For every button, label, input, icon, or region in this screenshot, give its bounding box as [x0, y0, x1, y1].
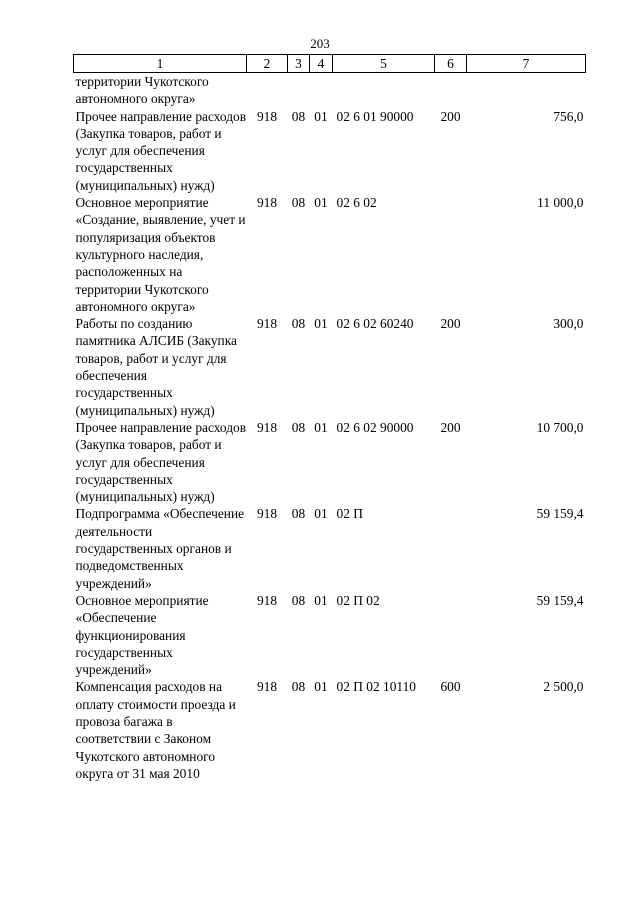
cell-subsection: 01	[314, 592, 328, 608]
cell-target-article: 02 П	[336, 506, 363, 522]
cell-amount: 11 000,0	[537, 195, 584, 211]
cell-subsection: 01	[314, 679, 328, 695]
column-header-6: 6	[435, 55, 467, 73]
cell-section	[288, 73, 310, 108]
cell-ministry-code: 918	[256, 419, 278, 435]
cell-target-article: 02 П 02 10110	[336, 679, 416, 695]
row-description: Компенсация расходов на оплату стоимости проезда и провоза багажа в соответствии с Законом Чукотского автономного округа от 31 мая 2010	[75, 679, 236, 781]
column-header-3: 3	[288, 55, 310, 73]
cell-expense-type: 200	[440, 316, 461, 332]
column-header-1: 1	[74, 55, 247, 73]
cell-section: 08	[291, 195, 306, 211]
cell-expense-type: 200	[440, 419, 461, 435]
cell-section: 08	[291, 506, 306, 522]
cell-target-article: 02 6 01 90000	[336, 108, 414, 124]
table-row	[74, 194, 586, 315]
cell-amount: 2 500,0	[543, 679, 584, 695]
cell-subsection: 01	[314, 195, 328, 211]
cell-subsection: 01	[314, 316, 328, 332]
cell-expense-type	[435, 592, 467, 678]
cell-target-article: 02 6 02	[336, 195, 377, 211]
table-row	[74, 73, 586, 108]
cell-ministry-code: 918	[256, 679, 278, 695]
cell-expense-type: 200	[440, 108, 461, 124]
cell-section: 08	[291, 679, 306, 695]
column-header-5: 5	[333, 55, 435, 73]
column-header-7: 7	[467, 55, 586, 73]
table-row	[74, 315, 586, 419]
row-description: Прочее направление расходов (Закупка товаров, работ и услуг для обеспечения государственных (муниципальных) нужд)	[75, 108, 247, 193]
row-description: территории Чукотского автономного округа»	[75, 74, 209, 107]
cell-target-article: 02 П 02	[336, 592, 380, 608]
cell-subsection	[310, 73, 333, 108]
cell-subsection: 01	[314, 419, 328, 435]
cell-amount	[467, 73, 586, 108]
cell-ministry-code: 918	[256, 108, 278, 124]
cell-ministry-code: 918	[256, 195, 278, 211]
table-row	[74, 678, 586, 782]
cell-subsection: 01	[314, 108, 328, 124]
row-description: Подпрограмма «Обеспечение деятельности государственных органов и подведомственных учреждений»	[75, 506, 245, 591]
cell-expense-type: 600	[440, 679, 461, 695]
cell-amount: 59 159,4	[536, 506, 584, 522]
page-number: 203	[310, 36, 330, 51]
cell-section: 08	[291, 419, 306, 435]
cell-ministry-code: 918	[256, 506, 278, 522]
cell-amount: 59 159,4	[536, 592, 584, 608]
table-row	[74, 505, 586, 591]
table-row	[74, 108, 586, 194]
cell-expense-type	[435, 73, 467, 108]
cell-target-article: 02 6 02 90000	[336, 419, 414, 435]
cell-expense-type	[435, 194, 467, 315]
row-description: Основное мероприятие «Создание, выявление, учет и популяризация объектов культурного наследия, расположенных на территории Чукотского автономного округа»	[75, 195, 246, 314]
cell-subsection: 01	[314, 506, 328, 522]
cell-amount: 300,0	[553, 316, 584, 332]
budget-table	[73, 54, 586, 782]
column-header-4: 4	[310, 55, 333, 73]
row-description: Основное мероприятие «Обеспечение функционирования государственных учреждений»	[75, 592, 209, 678]
table-header-row	[74, 55, 586, 73]
cell-ministry-code: 918	[256, 316, 278, 332]
table-row	[74, 419, 586, 505]
cell-expense-type	[435, 505, 467, 591]
cell-ministry-code: 918	[256, 592, 278, 608]
table-row	[74, 592, 586, 678]
cell-target-article	[333, 73, 435, 108]
cell-ministry-code	[247, 73, 288, 108]
cell-target-article: 02 6 02 60240	[336, 316, 414, 332]
column-header-2: 2	[247, 55, 288, 73]
row-description: Работы по созданию памятника АЛСИБ (Закупка товаров, работ и услуг для обеспечения государственных (муниципальных) нужд)	[75, 316, 237, 418]
cell-amount: 756,0	[553, 108, 584, 124]
row-description: Прочее направление расходов (Закупка товаров, работ и услуг для обеспечения государственных (муниципальных) нужд)	[75, 419, 247, 505]
cell-section: 08	[291, 592, 306, 608]
cell-section: 08	[291, 108, 306, 124]
cell-amount: 10 700,0	[536, 419, 584, 435]
cell-section: 08	[291, 316, 306, 332]
